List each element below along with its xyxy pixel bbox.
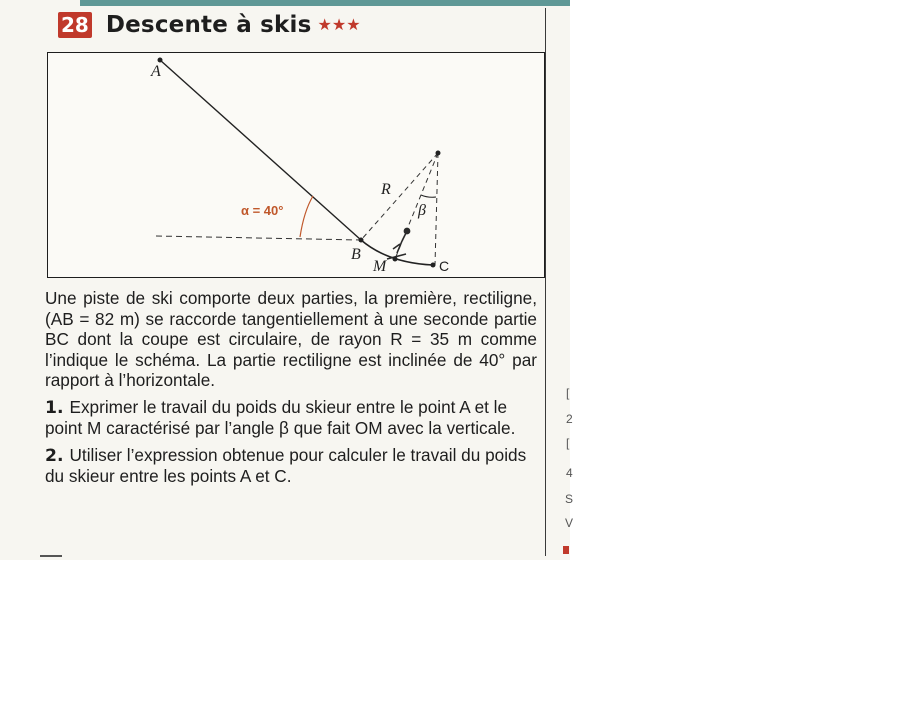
margin-glyph: [ <box>566 436 570 450</box>
label-a: A <box>151 63 161 80</box>
top-color-band <box>80 0 570 6</box>
alpha-angle-arc <box>300 196 313 237</box>
question-1 <box>45 397 537 439</box>
label-m: M <box>373 258 387 275</box>
bottom-dash <box>40 555 62 557</box>
exercise-title: Descente à skis <box>105 12 312 38</box>
label-b: B <box>351 246 361 263</box>
problem-statement: Une piste de ski comporte deux parties, la première, rectiligne, (AB = 82 m) se raccorde tangentiellement à une seconde partie BC dont la coupe est circulaire, de rayon R = 35 m comme l’indique le schéma. La partie rectiligne est inclinée de 40° par rapport à l’horizontale. <box>45 288 537 390</box>
exercise-header <box>58 10 361 40</box>
question-2-number: 2. <box>45 445 64 466</box>
question-1-text: Exprimer le travail du poids du skieur entre le point A et le point M caractérisé par l’angle β que fait OM avec la verticale. <box>45 396 516 438</box>
point-c-marker <box>431 263 436 268</box>
margin-glyph: V <box>565 516 574 530</box>
point-o-marker <box>436 151 441 156</box>
page-rule <box>545 8 546 556</box>
radius-line-oc <box>435 153 438 265</box>
ski-slope-diagram <box>48 53 544 277</box>
point-m-marker <box>393 257 398 262</box>
point-a-marker <box>158 58 163 63</box>
margin-glyph: [ <box>566 386 570 400</box>
skier-icon <box>387 228 410 259</box>
beta-angle-arc <box>421 195 436 197</box>
exercise-number: 28 <box>58 12 92 38</box>
margin-glyph: 2 <box>566 412 573 426</box>
difficulty-stars: ★★★ <box>317 17 361 34</box>
horizontal-reference-line <box>156 236 361 240</box>
label-c: C <box>439 258 450 274</box>
margin-glyph: S <box>565 492 574 506</box>
label-alpha: α = 40° <box>241 203 284 218</box>
textbook-scan <box>0 0 574 560</box>
margin-glyph: 4 <box>566 466 573 480</box>
label-beta: β <box>418 202 426 219</box>
question-2 <box>45 445 537 487</box>
ski-slope-figure <box>47 52 545 278</box>
question-2-text: Utiliser l’expression obtenue pour calculer le travail du poids du skieur entre les points A et C. <box>45 444 527 486</box>
point-b-marker <box>359 238 364 243</box>
label-r: R <box>381 181 391 198</box>
question-1-number: 1. <box>45 397 64 418</box>
exercise-text <box>45 288 537 487</box>
margin-red-mark <box>563 546 569 554</box>
